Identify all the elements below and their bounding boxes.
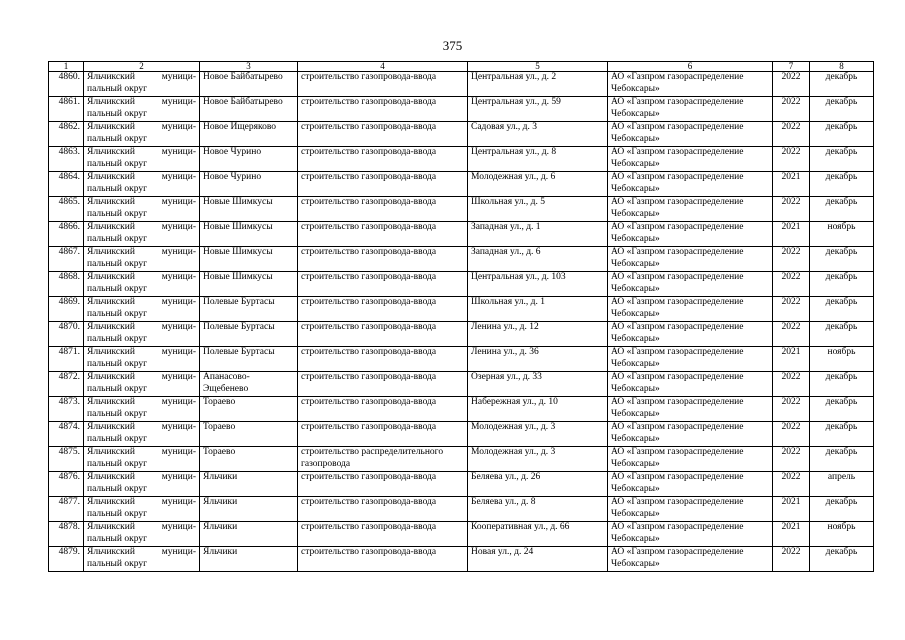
address-cell: Центральная ул., д. 2 — [468, 72, 608, 97]
district-line-2: пальный округ — [87, 283, 148, 294]
district-name-part: муници- — [161, 122, 196, 132]
district-name-part: Яльчикский — [87, 347, 135, 357]
work-type-cell: строительство газопровода-ввода — [298, 522, 468, 547]
settlement-cell: Новое Байбатырево — [200, 72, 298, 97]
district-cell — [84, 297, 200, 322]
settlement-cell: Тораево — [200, 397, 298, 422]
table-row — [49, 247, 874, 272]
settlement-cell: Новые Шимкусы — [200, 272, 298, 297]
settlement-cell: Новое Чурино — [200, 172, 298, 197]
address-cell: Кооперативная ул., д. 66 — [468, 522, 608, 547]
district-line-2: пальный округ — [87, 483, 148, 494]
work-type-cell: строительство газопровода-ввода — [298, 72, 468, 97]
settlement-cell: Яльчики — [200, 522, 298, 547]
district-name-part: муници- — [161, 497, 196, 507]
month-cell: декабрь — [810, 72, 874, 97]
address-cell: Центральная ул., д. 8 — [468, 147, 608, 172]
organization-cell: АО «Газпром газораспределение Чебоксары» — [608, 72, 773, 97]
district-name-part: Яльчикский — [87, 397, 135, 407]
year-cell: 2021 — [773, 522, 810, 547]
district-cell — [84, 97, 200, 122]
district-cell — [84, 222, 200, 247]
work-type-cell: строительство газопровода-ввода — [298, 122, 468, 147]
month-cell: декабрь — [810, 97, 874, 122]
year-cell: 2022 — [773, 322, 810, 347]
address-cell: Набережная ул., д. 10 — [468, 397, 608, 422]
month-cell: ноябрь — [810, 522, 874, 547]
district-name-part: муници- — [161, 247, 196, 257]
district-name-part: муници- — [161, 547, 196, 557]
month-cell: декабрь — [810, 447, 874, 472]
district-name-part: Яльчикский — [87, 422, 135, 432]
district-line-2: пальный округ — [87, 408, 148, 419]
district-name-part: Яльчикский — [87, 72, 135, 82]
month-cell: декабрь — [810, 247, 874, 272]
row-number-cell: 4875. — [49, 447, 84, 472]
settlement-cell: Новые Шимкусы — [200, 247, 298, 272]
column-header-6: 6 — [608, 62, 773, 72]
column-header-4: 4 — [298, 62, 468, 72]
district-name-part: Яльчикский — [87, 97, 135, 107]
district-line-2: пальный округ — [87, 258, 148, 269]
address-cell: Новая ул., д. 24 — [468, 547, 608, 572]
table-row — [49, 197, 874, 222]
row-number-cell: 4865. — [49, 197, 84, 222]
organization-cell: АО «Газпром газораспределение Чебоксары» — [608, 172, 773, 197]
address-cell: Западная ул., д. 6 — [468, 247, 608, 272]
district-line-2: пальный округ — [87, 383, 148, 394]
month-cell: декабрь — [810, 372, 874, 397]
table-row — [49, 322, 874, 347]
table-row — [49, 372, 874, 397]
year-cell: 2022 — [773, 197, 810, 222]
work-type-cell: строительство газопровода-ввода — [298, 297, 468, 322]
district-line-1 — [87, 422, 196, 434]
address-cell: Беляева ул., д. 8 — [468, 497, 608, 522]
district-name-part: Яльчикский — [87, 372, 135, 382]
work-type-cell: строительство газопровода-ввода — [298, 497, 468, 522]
address-cell: Ленина ул., д. 12 — [468, 322, 608, 347]
organization-cell: АО «Газпром газораспределение Чебоксары» — [608, 297, 773, 322]
month-cell: декабрь — [810, 122, 874, 147]
district-line-1 — [87, 147, 196, 159]
column-header-8: 8 — [810, 62, 874, 72]
district-line-2: пальный округ — [87, 83, 148, 94]
table-row — [49, 72, 874, 97]
settlement-cell: Яльчики — [200, 472, 298, 497]
settlement-cell: Тораево — [200, 422, 298, 447]
district-name-part: Яльчикский — [87, 297, 135, 307]
work-type-cell: строительство газопровода-ввода — [298, 272, 468, 297]
district-line-1 — [87, 347, 196, 359]
year-cell: 2022 — [773, 122, 810, 147]
district-line-1 — [87, 122, 196, 134]
district-cell — [84, 372, 200, 397]
district-line-2: пальный округ — [87, 333, 148, 344]
organization-cell: АО «Газпром газораспределение Чебоксары» — [608, 197, 773, 222]
district-cell — [84, 547, 200, 572]
row-number-cell: 4869. — [49, 297, 84, 322]
settlement-cell: Полевые Буртасы — [200, 322, 298, 347]
work-type-cell: строительство газопровода-ввода — [298, 147, 468, 172]
settlement-cell: Тораево — [200, 447, 298, 472]
district-name-part: муници- — [161, 197, 196, 207]
district-name-part: Яльчикский — [87, 522, 135, 532]
row-number-cell: 4863. — [49, 147, 84, 172]
year-cell: 2022 — [773, 422, 810, 447]
settlement-cell: Полевые Буртасы — [200, 347, 298, 372]
row-number-cell: 4867. — [49, 247, 84, 272]
district-name-part: муници- — [161, 422, 196, 432]
district-name-part: Яльчикский — [87, 147, 135, 157]
district-cell — [84, 447, 200, 472]
table-row — [49, 97, 874, 122]
row-number-cell: 4862. — [49, 122, 84, 147]
address-cell: Западная ул., д. 1 — [468, 222, 608, 247]
address-cell: Садовая ул., д. 3 — [468, 122, 608, 147]
row-number-cell: 4872. — [49, 372, 84, 397]
district-line-2: пальный округ — [87, 108, 148, 119]
district-line-2: пальный округ — [87, 433, 148, 444]
organization-cell: АО «Газпром газораспределение Чебоксары» — [608, 422, 773, 447]
district-line-1 — [87, 197, 196, 209]
work-type-cell: строительство газопровода-ввода — [298, 372, 468, 397]
page-number: 375 — [442, 38, 463, 53]
table-row — [49, 422, 874, 447]
district-cell — [84, 497, 200, 522]
organization-cell: АО «Газпром газораспределение Чебоксары» — [608, 122, 773, 147]
settlement-cell: Полевые Буртасы — [200, 297, 298, 322]
row-number-cell: 4860. — [49, 72, 84, 97]
district-cell — [84, 472, 200, 497]
district-line-2: пальный округ — [87, 183, 148, 194]
table-row — [49, 122, 874, 147]
month-cell: декабрь — [810, 147, 874, 172]
month-cell: декабрь — [810, 422, 874, 447]
work-type-cell: строительство газопровода-ввода — [298, 347, 468, 372]
year-cell: 2022 — [773, 397, 810, 422]
district-line-1 — [87, 172, 196, 184]
month-cell: декабрь — [810, 172, 874, 197]
address-cell: Центральная ул., д. 59 — [468, 97, 608, 122]
row-number-cell: 4876. — [49, 472, 84, 497]
district-line-2: пальный округ — [87, 533, 148, 544]
table-row — [49, 472, 874, 497]
year-cell: 2022 — [773, 547, 810, 572]
district-name-part: муници- — [161, 472, 196, 482]
year-cell: 2021 — [773, 222, 810, 247]
district-line-1 — [87, 372, 196, 384]
work-type-cell: строительство газопровода-ввода — [298, 247, 468, 272]
year-cell: 2022 — [773, 372, 810, 397]
district-name-part: Яльчикский — [87, 272, 135, 282]
year-cell: 2021 — [773, 172, 810, 197]
district-name-part: муници- — [161, 347, 196, 357]
district-name-part: муници- — [161, 372, 196, 382]
column-header-7: 7 — [773, 62, 810, 72]
district-name-part: Яльчикский — [87, 472, 135, 482]
district-line-2: пальный округ — [87, 158, 148, 169]
row-number-cell: 4873. — [49, 397, 84, 422]
row-number-cell: 4879. — [49, 547, 84, 572]
row-number-cell: 4874. — [49, 422, 84, 447]
year-cell: 2021 — [773, 497, 810, 522]
table-row — [49, 522, 874, 547]
column-header-2: 2 — [84, 62, 200, 72]
district-name-part: Яльчикский — [87, 172, 135, 182]
year-cell: 2022 — [773, 447, 810, 472]
month-cell: декабрь — [810, 397, 874, 422]
district-cell — [84, 147, 200, 172]
work-type-cell: строительство газопровода-ввода — [298, 172, 468, 197]
work-type-cell: строительство распределительного газопровода — [298, 447, 468, 472]
organization-cell: АО «Газпром газораспределение Чебоксары» — [608, 447, 773, 472]
district-name-part: муници- — [161, 447, 196, 457]
work-type-cell: строительство газопровода-ввода — [298, 322, 468, 347]
district-cell — [84, 347, 200, 372]
district-line-1 — [87, 97, 196, 109]
district-line-2: пальный округ — [87, 508, 148, 519]
address-cell: Школьная ул., д. 5 — [468, 197, 608, 222]
table-row — [49, 397, 874, 422]
table-row — [49, 297, 874, 322]
address-cell: Центральная ул., д. 103 — [468, 272, 608, 297]
district-name-part: муници- — [161, 222, 196, 232]
month-cell: декабрь — [810, 547, 874, 572]
row-number-cell: 4866. — [49, 222, 84, 247]
district-cell — [84, 72, 200, 97]
year-cell: 2022 — [773, 272, 810, 297]
month-cell: декабрь — [810, 497, 874, 522]
district-name-part: Яльчикский — [87, 547, 135, 557]
organization-cell: АО «Газпром газораспределение Чебоксары» — [608, 347, 773, 372]
row-number-cell: 4870. — [49, 322, 84, 347]
district-line-1 — [87, 222, 196, 234]
district-line-1 — [87, 272, 196, 284]
settlement-cell: Новые Шимкусы — [200, 222, 298, 247]
organization-cell: АО «Газпром газораспределение Чебоксары» — [608, 97, 773, 122]
column-header-1: 1 — [49, 62, 84, 72]
organization-cell: АО «Газпром газораспределение Чебоксары» — [608, 247, 773, 272]
year-cell: 2021 — [773, 347, 810, 372]
district-line-2: пальный округ — [87, 358, 148, 369]
district-name-part: Яльчикский — [87, 322, 135, 332]
year-cell: 2022 — [773, 297, 810, 322]
row-number-cell: 4864. — [49, 172, 84, 197]
district-line-1 — [87, 297, 196, 309]
district-name-part: муници- — [161, 97, 196, 107]
organization-cell: АО «Газпром газораспределение Чебоксары» — [608, 497, 773, 522]
month-cell: ноябрь — [810, 347, 874, 372]
district-line-1 — [87, 497, 196, 509]
district-name-part: Яльчикский — [87, 197, 135, 207]
month-cell: декабрь — [810, 322, 874, 347]
district-cell — [84, 272, 200, 297]
district-line-1 — [87, 397, 196, 409]
district-cell — [84, 322, 200, 347]
district-name-part: муници- — [161, 397, 196, 407]
work-type-cell: строительство газопровода-ввода — [298, 222, 468, 247]
year-cell: 2022 — [773, 97, 810, 122]
table-row — [49, 172, 874, 197]
district-cell — [84, 522, 200, 547]
district-name-part: муници- — [161, 147, 196, 157]
year-cell: 2022 — [773, 247, 810, 272]
row-number-cell: 4877. — [49, 497, 84, 522]
row-number-cell: 4868. — [49, 272, 84, 297]
settlement-cell: Яльчики — [200, 547, 298, 572]
organization-cell: АО «Газпром газораспределение Чебоксары» — [608, 272, 773, 297]
table-row — [49, 147, 874, 172]
work-type-cell: строительство газопровода-ввода — [298, 472, 468, 497]
district-name-part: муници- — [161, 272, 196, 282]
table-row — [49, 447, 874, 472]
organization-cell: АО «Газпром газораспределение Чебоксары» — [608, 372, 773, 397]
settlement-cell: Новое Чурино — [200, 147, 298, 172]
settlement-cell: Яльчики — [200, 497, 298, 522]
address-cell: Озерная ул., д. 33 — [468, 372, 608, 397]
organization-cell: АО «Газпром газораспределение Чебоксары» — [608, 222, 773, 247]
table-row — [49, 547, 874, 572]
table-row — [49, 497, 874, 522]
work-type-cell: строительство газопровода-ввода — [298, 397, 468, 422]
address-cell: Молодежная ул., д. 3 — [468, 447, 608, 472]
district-line-2: пальный округ — [87, 458, 148, 469]
work-type-cell: строительство газопровода-ввода — [298, 547, 468, 572]
district-name-part: муници- — [161, 297, 196, 307]
settlement-cell: Новые Шимкусы — [200, 197, 298, 222]
district-name-part: Яльчикский — [87, 122, 135, 132]
work-type-cell: строительство газопровода-ввода — [298, 97, 468, 122]
column-header-5: 5 — [468, 62, 608, 72]
district-line-1 — [87, 247, 196, 259]
district-line-1 — [87, 72, 196, 84]
month-cell: декабрь — [810, 297, 874, 322]
district-name-part: Яльчикский — [87, 222, 135, 232]
district-cell — [84, 122, 200, 147]
column-header-3: 3 — [200, 62, 298, 72]
district-name-part: муници- — [161, 322, 196, 332]
organization-cell: АО «Газпром газораспределение Чебоксары» — [608, 322, 773, 347]
district-line-1 — [87, 472, 196, 484]
address-cell: Ленина ул., д. 36 — [468, 347, 608, 372]
organization-cell: АО «Газпром газораспределение Чебоксары» — [608, 547, 773, 572]
district-name-part: муници- — [161, 172, 196, 182]
row-number-cell: 4861. — [49, 97, 84, 122]
district-line-1 — [87, 322, 196, 334]
organization-cell: АО «Газпром газораспределение Чебоксары» — [608, 147, 773, 172]
row-number-cell: 4878. — [49, 522, 84, 547]
organization-cell: АО «Газпром газораспределение Чебоксары» — [608, 472, 773, 497]
year-cell: 2022 — [773, 72, 810, 97]
work-type-cell: строительство газопровода-ввода — [298, 197, 468, 222]
row-number-cell: 4871. — [49, 347, 84, 372]
organization-cell: АО «Газпром газораспределение Чебоксары» — [608, 397, 773, 422]
address-cell: Молодежная ул., д. 6 — [468, 172, 608, 197]
district-line-2: пальный округ — [87, 308, 148, 319]
month-cell: апрель — [810, 472, 874, 497]
table-header — [49, 62, 874, 72]
district-line-1 — [87, 547, 196, 559]
district-name-part: Яльчикский — [87, 247, 135, 257]
district-line-1 — [87, 447, 196, 459]
district-name-part: муници- — [161, 72, 196, 82]
district-line-2: пальный округ — [87, 233, 148, 244]
table-row — [49, 272, 874, 297]
district-name-part: Яльчикский — [87, 447, 135, 457]
settlement-cell: Апанасово-Эщебенево — [200, 372, 298, 397]
month-cell: ноябрь — [810, 222, 874, 247]
table-row — [49, 222, 874, 247]
work-type-cell: строительство газопровода-ввода — [298, 422, 468, 447]
header-row — [49, 62, 874, 72]
registry-table — [48, 61, 874, 572]
district-cell — [84, 247, 200, 272]
district-line-2: пальный округ — [87, 558, 148, 569]
district-name-part: Яльчикский — [87, 497, 135, 507]
district-cell — [84, 197, 200, 222]
district-cell — [84, 172, 200, 197]
district-line-2: пальный округ — [87, 133, 148, 144]
month-cell: декабрь — [810, 197, 874, 222]
settlement-cell: Новое Ищеряково — [200, 122, 298, 147]
address-cell: Беляева ул., д. 26 — [468, 472, 608, 497]
address-cell: Молодежная ул., д. 3 — [468, 422, 608, 447]
district-cell — [84, 397, 200, 422]
year-cell: 2022 — [773, 147, 810, 172]
month-cell: декабрь — [810, 272, 874, 297]
table-body — [49, 72, 874, 572]
settlement-cell: Новое Байбатырево — [200, 97, 298, 122]
district-name-part: муници- — [161, 522, 196, 532]
year-cell: 2022 — [773, 472, 810, 497]
district-line-1 — [87, 522, 196, 534]
district-cell — [84, 422, 200, 447]
organization-cell: АО «Газпром газораспределение Чебоксары» — [608, 522, 773, 547]
district-line-2: пальный округ — [87, 208, 148, 219]
table-row — [49, 347, 874, 372]
address-cell: Школьная ул., д. 1 — [468, 297, 608, 322]
